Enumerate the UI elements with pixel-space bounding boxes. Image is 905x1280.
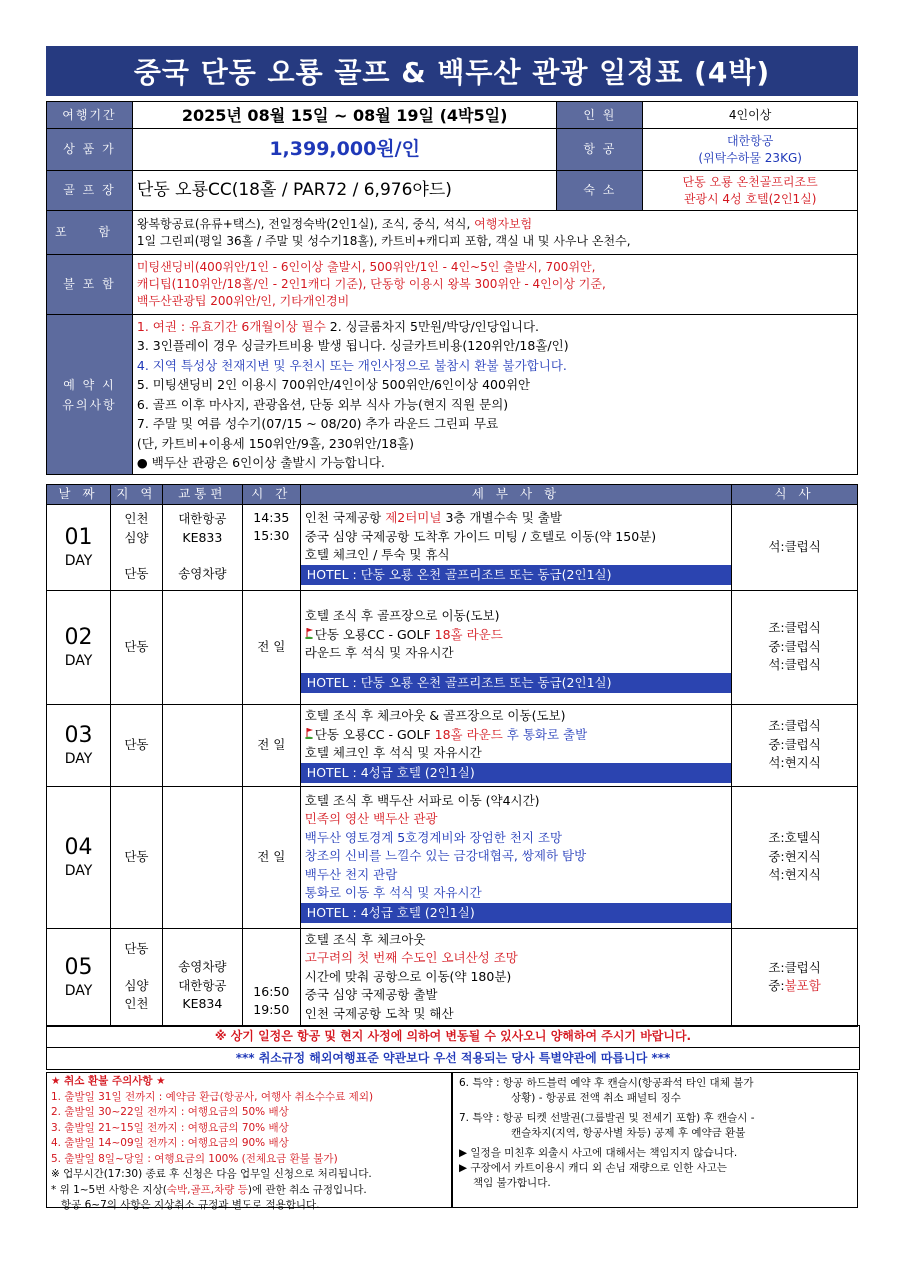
cancellation-footer-2: * 위 1~5번 사항은 지상( xyxy=(51,1183,167,1196)
exclude-line-3: 백두산관광팁 200위안/인, 기타개인경비 xyxy=(136,294,350,308)
special-term-6: 6. 특약 : 항공 하드블럭 예약 후 캔슬시(항공좌석 타인 대체 불가 xyxy=(459,1077,754,1089)
day-2-number: 02 xyxy=(64,624,93,650)
baggage-allowance: (위탁수하물 23KG) xyxy=(698,150,802,165)
day-4-detail-5: 백두산 천지 관람 xyxy=(304,866,398,882)
day-5-region-3: 심양 xyxy=(124,977,149,993)
notes-label xyxy=(47,315,133,475)
day-5-meals xyxy=(732,928,858,1026)
exclude-value xyxy=(132,255,857,315)
golf-flag-icon xyxy=(305,726,315,736)
cancellation-box xyxy=(46,1072,452,1211)
day-5-label xyxy=(47,928,111,1026)
people-label: 인 원 xyxy=(557,102,643,129)
hotel-line-1: 단동 오룡 온천골프리조트 xyxy=(682,174,818,189)
day-3-detail-1: 호텔 조식 후 체크아웃 & 골프장으로 이동(도보) xyxy=(304,708,566,724)
price-value: 1,399,000원/인 xyxy=(132,129,556,171)
day-3-meal-2: 중:클럽식 xyxy=(768,736,821,752)
day-4-hotel: HOTEL : 4성급 호텔 (2인1실) xyxy=(301,903,731,923)
note-2: 2. 싱글룸차지 5만원/박당/인당입니다. xyxy=(325,318,540,334)
day-4-detail-4: 창조의 신비를 느낄수 있는 금강대협곡, 쌍제하 탐방 xyxy=(304,848,587,863)
note-8: ● 백두산 관광은 6인이상 출발시 가능합니다. xyxy=(136,455,385,470)
day-3-hotel: HOTEL : 4성급 호텔 (2인1실) xyxy=(301,763,731,783)
day-5-detail-3: 시간에 맞춰 공항으로 이동(약 180분) xyxy=(304,968,512,984)
cancellation-policy-notice: *** 취소규정 해외여행표준 약관보다 우선 적용되는 당사 특별약관에 따릅니다 *** xyxy=(46,1047,860,1070)
note-7-detail: (단, 카트비+이용세 150위안/9홀, 230위안/18홀) xyxy=(136,435,414,451)
day-3-round: 18홀 라운드 xyxy=(434,726,503,742)
day-2-transport xyxy=(162,590,242,704)
exclude-line-2: 캐디팁(110위안/18홀/인 - 2인1캐디 기준), 단동항 이용시 왕복 300위안 - 4인이상 기준, xyxy=(136,277,606,291)
day-4-meal-2: 중:현지식 xyxy=(768,848,821,864)
day-row-2 xyxy=(47,590,858,704)
day-2-meal-3: 석:클럽식 xyxy=(768,657,821,673)
day-4-number: 04 xyxy=(64,834,93,860)
day-5-meal-excluded: 불포함 xyxy=(784,978,821,993)
airline-name: 대한항공 xyxy=(726,133,774,148)
cancellation-item-5: 5. 출발일 8일~당일 : 여행요금의 100% (전체요금 환불 불가) xyxy=(51,1152,338,1165)
day-3-meals xyxy=(732,704,858,786)
header-transport: 교통편 xyxy=(162,485,242,505)
cancellation-item-1: 1. 출발일 31일 전까지 : 예약금 환급(항공사, 여행사 취소수수료 제외) xyxy=(51,1090,374,1103)
day-4-transport xyxy=(162,786,242,928)
special-term-7b: 캔슬차지(지역, 항공사별 차등) 공제 후 예약금 환불 xyxy=(511,1127,746,1139)
day-5-transport-1 xyxy=(167,940,238,958)
day-1-meal: 석:클럽식 xyxy=(732,504,858,590)
day-4-detail-6: 통화로 이동 후 석식 및 자유시간 xyxy=(304,885,482,900)
day-4-region: 단동 xyxy=(110,786,162,928)
day-2-golf: 단동 오룡CC - GOLF xyxy=(314,626,435,642)
day-2-detail-3: 라운드 후 석식 및 자유시간 xyxy=(304,645,454,661)
day-2-meal-2: 중:클럽식 xyxy=(768,638,821,654)
notes-value xyxy=(132,315,857,475)
day-4-meal-1: 조:호텔식 xyxy=(768,830,821,846)
day-1-region-4: 단동 xyxy=(124,566,149,582)
day-row-3 xyxy=(47,704,858,786)
cancellation-footer-1: ※ 업무시간(17:30) 종료 후 신청은 다음 업무일 신청으로 처리됩니다. xyxy=(51,1168,372,1180)
page-title: 중국 단동 오룡 골프 & 백두산 관광 일정표 (4박) xyxy=(46,46,858,96)
day-5-time-2: 19:50 xyxy=(253,1002,290,1017)
day-5-meal-2: 중: xyxy=(768,978,785,993)
include-line-1: 왕복항공료(유류+택스), 전일정숙박(2인1실), 조식, 중식, 석식, xyxy=(136,216,475,231)
hotel-value xyxy=(643,171,858,211)
day-1-terminal: 제2터미널 xyxy=(385,510,442,526)
day-5-transport-2: 송영차량 xyxy=(178,959,227,975)
day-1-times xyxy=(242,504,300,590)
day-1-region-2: 심양 xyxy=(124,529,149,545)
day-5-detail-4: 중국 심양 국제공항 출발 xyxy=(304,987,438,1003)
note-4: 4. 지역 특성상 천재지변 및 우천시 또는 개인사정으로 불참시 환불 불가합니다. xyxy=(136,357,567,373)
cancellation-footer-ground: 숙박,골프,차량 등 xyxy=(166,1183,248,1196)
day-3-meal-3: 석:현지식 xyxy=(768,755,821,771)
day-1-hotel: HOTEL : 단동 오룡 온천 골프리조트 또는 동급(2인1실) xyxy=(301,565,731,585)
header-meal: 식 사 xyxy=(732,485,858,505)
day-3-region: 단동 xyxy=(110,704,162,786)
day-3-detail-3: 호텔 체크인 후 석식 및 자유시간 xyxy=(304,745,482,761)
price-label: 상 품 가 xyxy=(47,129,133,171)
airline-label: 항 공 xyxy=(557,129,643,171)
info-table xyxy=(46,101,858,475)
header-region: 지 역 xyxy=(110,485,162,505)
hotel-line-2: 관광시 4성 호텔(2인1실) xyxy=(683,191,817,206)
schedule-change-notice: ※ 상기 일정은 항공 및 현지 사정에 의하여 변동될 수 있사오니 양해하여 주시기 바랍니다. xyxy=(46,1025,860,1048)
airline-value xyxy=(643,129,858,171)
day-2-time: 전 일 xyxy=(242,590,300,704)
day-2-region: 단동 xyxy=(110,590,162,704)
day-5-region-1: 단동 xyxy=(124,941,149,957)
day-1-transport xyxy=(162,504,242,590)
day-5-detail-1: 호텔 조식 후 체크아웃 xyxy=(304,931,426,947)
day-4-day: DAY xyxy=(64,862,93,879)
special-note-2: ▶ 구장에서 카트이용시 캐디 외 손님 재량으로 인한 사고는 xyxy=(459,1162,728,1174)
header-date: 날 짜 xyxy=(47,485,111,505)
day-4-detail xyxy=(300,786,731,928)
day-2-round: 18홀 라운드 xyxy=(434,626,503,642)
day-5-detail-5: 인천 국제공항 도착 및 해산 xyxy=(304,1005,454,1021)
notes-label-line-1: 예 약 시 xyxy=(63,377,116,392)
day-2-meal-1: 조:클럽식 xyxy=(768,620,821,636)
day-5-number: 05 xyxy=(64,954,93,980)
day-1-detail-2: 중국 심양 국제공항 도착후 가이드 미팅 / 호텔로 이동(약 150분) xyxy=(304,528,657,544)
day-5-day: DAY xyxy=(64,982,93,999)
day-1-day: DAY xyxy=(64,552,93,569)
day-5-transport-3: 대한항공 xyxy=(178,977,227,993)
include-line-2: 1일 그린피(평일 36홀 / 주말 및 성수기18홀), 카트비+캐디피 포함, 객실 내 및 사우나 온천수, xyxy=(136,233,631,248)
day-1-detail-3: 호텔 체크인 / 투숙 및 휴식 xyxy=(304,547,450,563)
day-3-transport xyxy=(162,704,242,786)
day-3-time: 전 일 xyxy=(242,704,300,786)
special-note-1: ▶ 일정을 미친후 외출시 사고에 대해서는 책임지지 않습니다. xyxy=(459,1147,738,1159)
day-1-transport-4: 송영차량 xyxy=(178,566,227,582)
day-5-times xyxy=(242,928,300,1026)
day-3-day: DAY xyxy=(64,750,93,767)
day-1-time-2: 15:30 xyxy=(253,528,290,543)
special-terms-box xyxy=(452,1072,858,1208)
day-3-golf: 단동 오룡CC - GOLF xyxy=(314,726,435,742)
day-3-detail xyxy=(300,704,731,786)
golf-label: 골 프 장 xyxy=(47,171,133,211)
day-2-meals xyxy=(732,590,858,704)
day-row-1 xyxy=(47,504,858,590)
header-detail: 세 부 사 항 xyxy=(300,485,731,505)
day-5-region-4: 인천 xyxy=(124,996,149,1012)
note-5: 5. 미팅샌딩비 2인 이용시 700위안/4인이상 500위안/6인이상 400위안 xyxy=(136,377,531,392)
day-1-region-1: 인천 xyxy=(124,511,149,527)
period-label: 여행기간 xyxy=(47,102,133,129)
day-1-detail-1: 인천 국제공항 xyxy=(304,510,386,526)
hotel-label: 숙 소 xyxy=(557,171,643,211)
exclude-label: 불 포 함 xyxy=(47,255,133,315)
note-6: 6. 골프 이후 마사지, 관광옵션, 단동 외부 식사 가능(현지 직원 문의) xyxy=(136,396,509,412)
day-row-4 xyxy=(47,786,858,928)
day-5-flight: KE834 xyxy=(182,996,223,1012)
day-5-meal-1: 조:클럽식 xyxy=(768,959,821,975)
note-3: 3. 3인플레이 경우 싱글카트비용 발생 됩니다. 싱글카트비용(120위안/18홀/인) xyxy=(136,338,569,353)
day-5-regions xyxy=(110,928,162,1026)
day-1-transport-1: 대한항공 xyxy=(178,511,227,527)
day-5-detail-2: 고구려의 첫 번째 수도인 오녀산성 조망 xyxy=(304,950,518,966)
schedule-header-row xyxy=(47,485,858,505)
special-term-7: 7. 특약 : 항공 티켓 선발권(그룹발권 및 전세기 포함) 후 캔슬시 - xyxy=(459,1112,755,1124)
day-row-5 xyxy=(47,928,858,1026)
day-4-meals xyxy=(732,786,858,928)
day-5-transport xyxy=(162,928,242,1026)
day-4-label xyxy=(47,786,111,928)
cancellation-item-4: 4. 출발일 14~09일 전까지 : 여행요금의 90% 배상 xyxy=(51,1137,289,1149)
day-1-detail xyxy=(300,504,731,590)
schedule-table xyxy=(46,484,858,1027)
day-1-detail-1c: 3층 개별수속 및 출발 xyxy=(441,510,562,526)
day-2-day: DAY xyxy=(64,652,93,669)
day-2-detail-1: 호텔 조식 후 골프장으로 이동(도보) xyxy=(304,608,500,624)
cancellation-item-3: 3. 출발일 21~15일 전까지 : 여행요금의 70% 배상 xyxy=(51,1121,289,1134)
header-time: 시 간 xyxy=(242,485,300,505)
day-5-region-2 xyxy=(115,959,158,977)
special-term-6b: 상황) - 항공료 전액 취소 패널티 징수 xyxy=(511,1092,681,1104)
day-1-flight: KE833 xyxy=(182,529,223,545)
cancellation-footer-2c: )에 관한 취소 규정입니다. xyxy=(247,1183,367,1196)
day-5-time-1: 16:50 xyxy=(253,983,290,999)
notes-label-line-2: 유의사항 xyxy=(62,397,117,412)
day-1-regions xyxy=(110,504,162,590)
include-value xyxy=(132,211,857,255)
exclude-line-1: 미팅샌딩비(400위안/1인 - 6인이상 출발시, 500위안/1인 - 4인~5인 출발시, 700위안, xyxy=(136,260,596,274)
include-insurance: 여행자보험 xyxy=(474,216,533,231)
include-label: 포 함 xyxy=(47,211,133,255)
people-value: 4인이상 xyxy=(643,102,858,129)
day-3-depart: 후 통화로 출발 xyxy=(502,726,588,742)
golf-course: 단동 오룡CC(18홀 / PAR72 / 6,976야드) xyxy=(132,171,556,211)
day-1-transport-3 xyxy=(167,547,238,565)
cancellation-item-2: 2. 출발일 30~22일 전까지 : 여행요금의 50% 배상 xyxy=(51,1106,289,1118)
day-4-detail-2: 민족의 영산 백두산 관광 xyxy=(304,811,438,826)
day-4-meal-3: 석:현지식 xyxy=(768,867,821,883)
day-2-label xyxy=(47,590,111,704)
day-1-number: 01 xyxy=(64,524,93,550)
day-1-time-1: 14:35 xyxy=(253,509,290,525)
day-3-label xyxy=(47,704,111,786)
day-1-region-3 xyxy=(115,547,158,565)
travel-period: 2025년 08월 15일 ~ 08월 19일 (4박5일) xyxy=(132,102,556,129)
day-2-detail xyxy=(300,590,731,704)
day-4-detail-3: 백두산 영토경계 5호경계비와 장엄한 천지 조망 xyxy=(304,829,563,845)
day-1-label xyxy=(47,504,111,590)
golf-flag-icon xyxy=(305,626,315,636)
special-note-2b: 책임 불가합니다. xyxy=(473,1177,551,1189)
day-2-hotel: HOTEL : 단동 오룡 온천 골프리조트 또는 동급(2인1실) xyxy=(301,673,731,693)
day-4-time: 전 일 xyxy=(242,786,300,928)
cancellation-title: ★ 취소 환불 주의사항 ★ xyxy=(51,1075,166,1087)
day-5-detail xyxy=(300,928,731,1026)
day-3-meal-1: 조:클럽식 xyxy=(768,718,821,734)
cancellation-footer-3: 항공 6~7의 사항은 지상취소 규정과 별도로 적용합니다. xyxy=(61,1199,320,1211)
day-4-detail-1: 호텔 조식 후 백두산 서파로 이동 (약4시간) xyxy=(304,792,540,808)
note-1: 1. 여권 : 유효기간 6개월이상 필수 xyxy=(136,318,326,334)
day-3-number: 03 xyxy=(64,722,93,748)
note-7: 7. 주말 및 여름 성수기(07/15 ~ 08/20) 추가 라운드 그린피 무료 xyxy=(136,416,499,431)
